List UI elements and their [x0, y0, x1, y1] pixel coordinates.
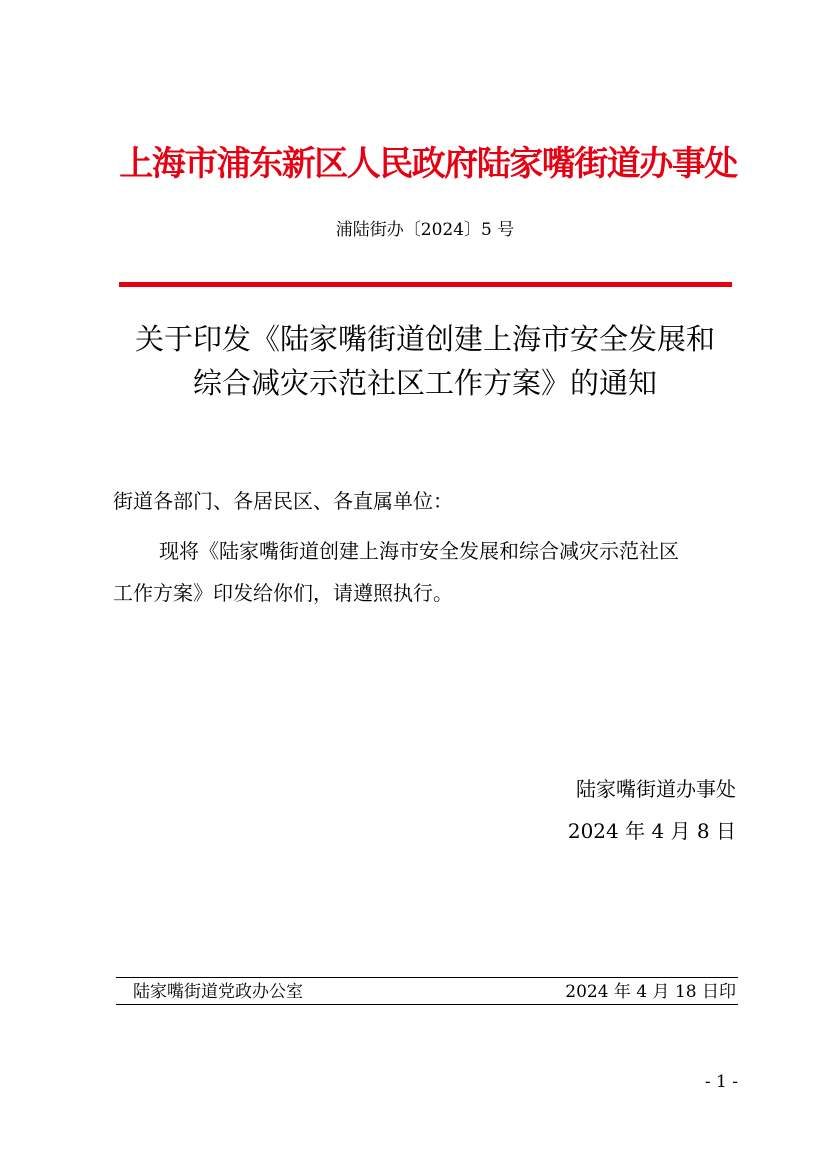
footer-bottom-rule [116, 1004, 738, 1005]
notice-title-line-2: 综合减灾示范社区工作方案》的通知 [192, 366, 657, 400]
salutation: 街道各部门、各居民区、各直属单位： [113, 489, 453, 513]
signature-organization: 陆家嘴街道办事处 [576, 777, 736, 801]
agency-title: 上海市浦东新区人民政府陆家嘴街道办事处 [119, 144, 737, 184]
footer-top-rule [116, 977, 738, 978]
body-paragraph-line-2: 工作方案》印发给你们，请遵照执行。 [113, 581, 453, 605]
footer-issuing-office: 陆家嘴街道党政办公室 [133, 982, 303, 1002]
page-number: - 1 - [704, 1072, 738, 1092]
body-paragraph-line-1: 现将《陆家嘴街道创建上海市安全发展和综合减灾示范社区 [159, 539, 679, 563]
signature-date: 2024 年 4 月 8 日 [567, 819, 736, 843]
document-number: 浦陆街办〔2024〕5 号 [335, 220, 515, 240]
footer-print-date: 2024 年 4 月 18 日印 [565, 982, 736, 1002]
notice-title-line-1: 关于印发《陆家嘴街道创建上海市安全发展和 [134, 322, 715, 356]
red-divider [119, 282, 732, 287]
